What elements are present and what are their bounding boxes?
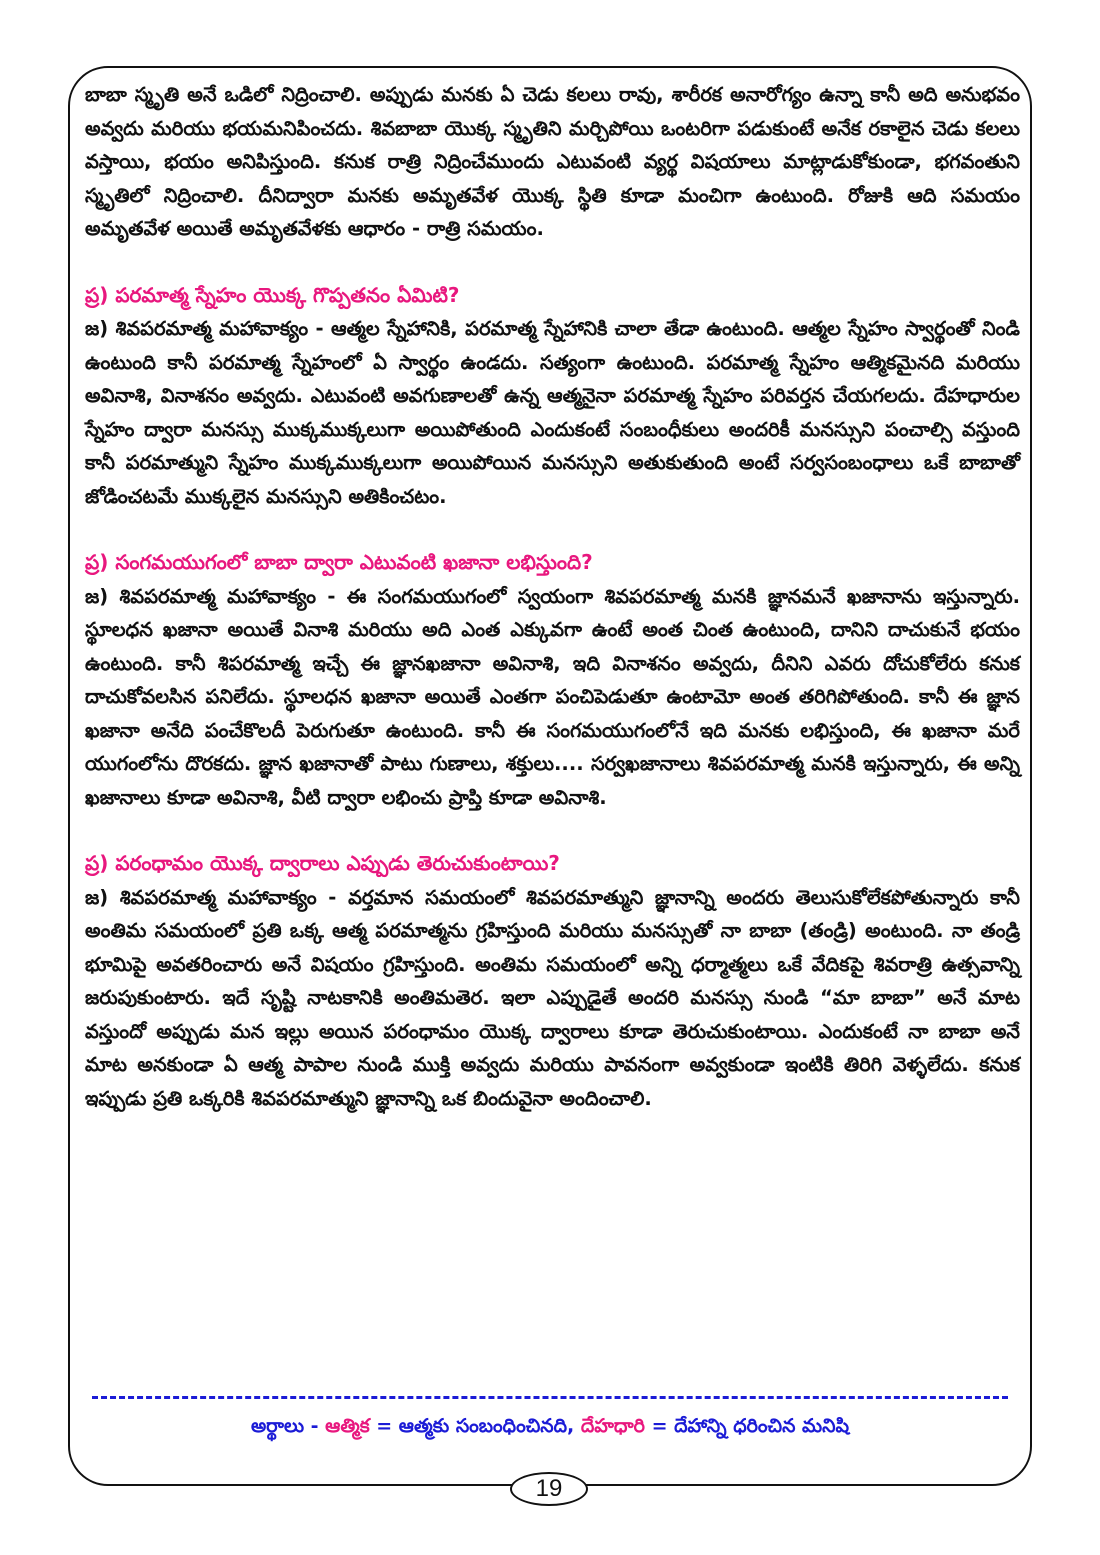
meanings-glossary: [0, 1415, 1100, 1442]
intro-paragraph: బాబా స్మృతి అనే ఒడిలో నిద్రించాలి. అప్పుడు మనకు ఏ చెడు కలలు రావు, శారీరక అనారోగ్యం ఉన్నా కానీ అది అనుభవం అవ్వదు మరియు భయమనిపించదు. శివబాబా యొక్క స్మృతిని మర్చిపోయి ఒంటరిగా పడుకుంటే అనేక రకాలైన చెడు కలలు వస్తాయి, భయం అనిపిస్తుంది. కనుక రాత్రి నిద్రించేముందు ఎటువంటి వ్యర్థ విషయాలు మాట్లాడుకోకుండా, భగవంతుని స్మృతిలో నిద్రించాలి. దీనిద్వారా మనకు అమృతవేళ యొక్క స్థితి కూడా మంచిగా ఉంటుంది. రోజుకి ఆది సమయం అమృతవేళ అయితే అమృతవేళకు ఆధారం - రాత్రి సమయం.: [85, 83, 1020, 240]
page-content: [85, 78, 1020, 1115]
glossary-term-2: దేహధారి: [580, 1415, 645, 1437]
answer-paragraph-3: జ) శివపరమాత్మ మహావాక్యం - వర్తమాన సమయంలో శివపరమాత్ముని జ్ఞానాన్ని అందరు తెలుసుకోలేకపోతున్నారు కానీ అంతిమ సమయంలో ప్రతి ఒక్క ఆత్మ పరమాత్మను గ్రహిస్తుంది మరియు మనస్సుతో నా బాబా (తండ్రి) అంటుంది. నా తండ్రి భూమిపై అవతరించారు అనే విషయం గ్రహిస్తుంది. అంతిమ సమయంలో అన్ని ధర్మాత్మలు ఒకే వేదికపై శివరాత్రి ఉత్సవాన్ని జరుపుకుంటారు. ఇదే సృష్టి నాటకానికి అంతిమతెర. ఇలా ఎప్పుడైతే అందరి మనస్సు నుండి “మా బాబా” అనే మాట వస్తుందో అప్పుడు మన ఇల్లు అయిన పరంధామం యొక్క ద్వారాలు కూడా తెరుచుకుంటాయి. ఎందుకంటే నా బాబా అనే మాట అనకుండా ఏ ఆత్మ పాపాల నుండి ముక్తి అవ్వదు మరియు పావనంగా అవ్వకుండా ఇంటికి తిరిగి వెళ్ళలేదు. కనుక ఇప్పుడు ప్రతి ఒక్కరికి శివపరమాత్ముని జ్ఞానాన్ని ఒక బిందువైనా అందించాలి.: [85, 885, 1020, 1110]
glossary-definition-2: = దేహాన్ని ధరించిన మనిషి: [651, 1415, 850, 1437]
answer-paragraph-1: జ) శివపరమాత్మ మహావాక్యం - ఆత్మల స్నేహానికి, పరమాత్మ స్నేహానికి చాలా తేడా ఉంటుంది. ఆత్మల స్నేహం స్వార్థంతో నిండి ఉంటుంది కానీ పరమాత్మ స్నేహంలో ఏ స్వార్థం ఉండదు. సత్యంగా ఉంటుంది. పరమాత్మ స్నేహం ఆత్మికమైనది మరియు అవినాశి, వినాశనం అవ్వదు. ఎటువంటి అవగుణాలతో ఉన్న ఆత్మనైనా పరమాత్మ స్నేహం పరివర్తన చేయగలదు. దేహధారుల స్నేహం ద్వారా మనస్సు ముక్కముక్కలుగా అయిపోతుంది ఎందుకంటే సంబంధీకులు అందరికీ మనస్సుని పంచాల్సి వస్తుంది కానీ పరమాత్ముని స్నేహం ముక్కముక్కలుగా అయిపోయిన మనస్సుని అతుకుతుంది అంటే సర్వసంబంధాలు ఒకే బాబాతో జోడించటమే ముక్కలైన మనస్సుని అతికించటం.: [85, 317, 1020, 508]
glossary-definition-1: = ఆత్మకు సంబంధించినది,: [376, 1415, 575, 1437]
question-heading-1: ప్ర) పరమాత్మ స్నేహం యొక్క గొప్పతనం ఏమిటి?: [85, 282, 460, 307]
meanings-label: అర్థాలు -: [250, 1415, 319, 1437]
page-number: 19: [510, 1472, 588, 1506]
question-heading-3: ప్ర) పరంధామం యొక్క ద్వారాలు ఎప్పుడు తెరుచుకుంటాయి?: [85, 851, 560, 875]
glossary-term-1: ఆత్మిక: [325, 1415, 370, 1437]
question-heading-2: ప్ర) సంగమయుగంలో బాబా ద్వారా ఎటువంటి ఖజానా లభిస్తుంది?: [85, 550, 593, 574]
dashed-divider: [92, 1396, 1008, 1399]
answer-paragraph-2: జ) శివపరమాత్మ మహావాక్యం - ఈ సంగమయుగంలో స్వయంగా శివపరమాత్మ మనకి జ్ఞానమనే ఖజానాను ఇస్తున్నారు. స్థూలధన ఖజానా అయితే వినాశి మరియు అది ఎంత ఎక్కువగా ఉంటే అంత చింత ఉంటుంది, దానిని దాచుకునే భయం ఉంటుంది. కానీ శిపరమాత్మ ఇచ్చే ఈ జ్ఞానఖజానా అవినాశి, ఇది వినాశనం అవ్వదు, దీనిని ఎవరు దోచుకోలేరు కనుక దాచుకోవలసిన పనిలేదు. స్థూలధన ఖజానా అయితే ఎంతగా పంచిపెడుతూ ఉంటామో అంత తరిగిపోతుంది. కానీ ఈ జ్ఞాన ఖజానా అనేది పంచేకొలదీ పెరుగుతూ ఉంటుంది. కానీ ఈ సంగమయుగంలోనే ఇది మనకు లభిస్తుంది, ఈ ఖజానా మరే యుగంలోను దొరకదు. జ్ఞాన ఖజానాతో పాటు గుణాలు, శక్తులు.... సర్వఖజానాలు శివపరమాత్మ మనకి ఇస్తున్నారు, ఈ అన్ని ఖజానాలు కూడా అవినాశి, వీటి ద్వారా లభించు ప్రాప్తి కూడా అవినాశి.: [85, 584, 1020, 809]
